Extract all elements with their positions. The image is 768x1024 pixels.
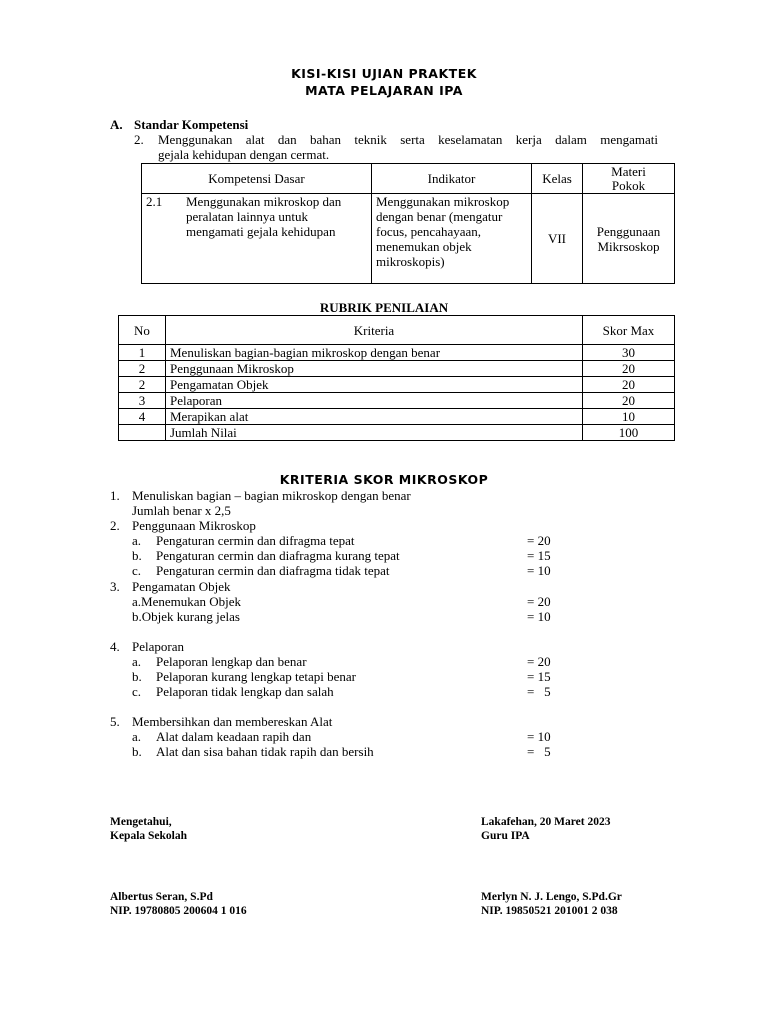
rubrik-skor: 30	[583, 345, 675, 361]
rubrik-no: 2	[119, 377, 166, 393]
document-subtitle: MATA PELAJARAN IPA	[305, 83, 463, 98]
list-item	[110, 744, 670, 759]
rubrik-no: 4	[119, 409, 166, 425]
item-marker: c.	[132, 684, 142, 699]
kriteria-3-title: Pengamatan Objek	[132, 579, 231, 594]
list-item	[110, 669, 670, 684]
kriteria-5	[110, 714, 670, 729]
kriteria-3-no: 3.	[110, 579, 120, 594]
rubrik-kriteria: Merapikan alat	[166, 409, 583, 425]
item-marker: a.	[132, 533, 142, 548]
rubrik-header-kriteria: Kriteria	[166, 316, 583, 345]
section-a-item-no: 2.	[134, 132, 144, 147]
kd-text: Menggunakan mikroskop dan peralatan lainnya untuk mengamati gejala kehidupan	[186, 194, 342, 239]
list-item	[110, 654, 670, 669]
table-row	[119, 361, 675, 377]
materi-cell: Penggunaan Mikrsoskop	[583, 194, 675, 284]
kriteria-1	[110, 488, 670, 503]
item-text: Pengaturan cermin dan difragma tepat	[156, 533, 355, 548]
document-title: KISI-KISI UJIAN PRAKTEK	[291, 66, 477, 81]
item-score: = 5	[527, 684, 551, 699]
rubrik-header-no: No	[119, 316, 166, 345]
item-marker: b.	[132, 669, 142, 684]
signature-left-line2: Kepala Sekolah	[110, 830, 188, 842]
item-text: Alat dan sisa bahan tidak rapih dan bersih	[156, 744, 374, 759]
item-marker: a.	[132, 729, 142, 744]
item-score: = 10	[527, 563, 551, 578]
item-text: Pengaturan cermin dan diafragma kurang tepat	[156, 548, 400, 563]
table-row	[119, 345, 675, 361]
kriteria-5-no: 5.	[110, 714, 120, 729]
rubrik-header-skor: Skor Max	[583, 316, 675, 345]
section-a-item-line2: gejala kehidupan dengan cermat.	[158, 147, 330, 162]
list-item	[110, 729, 670, 744]
list-item	[110, 548, 670, 563]
kriteria-1-no: 1.	[110, 488, 120, 503]
list-item	[110, 609, 670, 624]
kriteria-1-note: Jumlah benar x 2,5	[132, 503, 231, 518]
item-text: Pelaporan tidak lengkap dan salah	[156, 684, 334, 699]
header-kompetensi-dasar: Kompetensi Dasar	[142, 164, 372, 194]
kriteria-4	[110, 639, 670, 654]
kriteria-1-note-row	[110, 503, 670, 518]
item-score: = 20	[527, 594, 551, 609]
list-item	[110, 563, 670, 578]
item-text: a.Menemukan Objek	[132, 594, 242, 609]
rubrik-skor: 10	[583, 409, 675, 425]
item-marker: c.	[132, 563, 142, 578]
rubrik-kriteria: Pengamatan Objek	[166, 377, 583, 393]
item-text: Pelaporan kurang lengkap tetapi benar	[156, 669, 356, 684]
rubrik-total-empty	[119, 425, 166, 441]
signature-left-nip: NIP. 19780805 200604 1 016	[110, 905, 247, 917]
kriteria-1-title: Menuliskan bagian – bagian mikroskop dengan benar	[132, 488, 411, 503]
section-a-heading: Standar Kompetensi	[134, 117, 249, 132]
item-marker: b.	[132, 548, 142, 563]
signature-left-header	[110, 815, 187, 843]
rubrik-no: 3	[119, 393, 166, 409]
signature-left-name-block	[110, 890, 247, 918]
item-score: = 15	[527, 548, 551, 563]
kriteria-2-title: Penggunaan Mikroskop	[132, 518, 256, 533]
table-row	[119, 409, 675, 425]
kriteria-4-no: 4.	[110, 639, 120, 654]
rubrik-skor: 20	[583, 393, 675, 409]
rubrik-total-value: 100	[583, 425, 675, 441]
kd-cell	[142, 194, 372, 284]
header-indikator: Indikator	[372, 164, 532, 194]
item-marker: a.	[132, 654, 142, 669]
rubrik-kriteria: Penggunaan Mikroskop	[166, 361, 583, 377]
kompetensi-row	[142, 194, 675, 284]
signature-right-header	[481, 815, 610, 843]
rubrik-kriteria: Pelaporan	[166, 393, 583, 409]
signature-right-line2: Guru IPA	[481, 830, 530, 842]
rubrik-kriteria: Menuliskan bagian-bagian mikroskop dengan benar	[166, 345, 583, 361]
item-text: Pengaturan cermin dan diafragma tidak tepat	[156, 563, 390, 578]
rubrik-skor: 20	[583, 377, 675, 393]
item-marker: b.	[132, 744, 142, 759]
signature-right-name: Merlyn N. J. Lengo, S.Pd.Gr	[481, 891, 622, 903]
kd-number: 2.1	[146, 194, 163, 209]
rubrik-table	[118, 315, 675, 441]
rubrik-no: 2	[119, 361, 166, 377]
item-text: b.Objek kurang jelas	[132, 609, 240, 624]
item-score: = 20	[527, 654, 551, 669]
rubrik-skor: 20	[583, 361, 675, 377]
kriteria-2-no: 2.	[110, 518, 120, 533]
kriteria-5-title: Membersihkan dan membereskan Alat	[132, 714, 333, 729]
table-row	[119, 393, 675, 409]
signature-right-name-block	[481, 890, 622, 918]
kriteria-2	[110, 518, 670, 533]
header-kelas: Kelas	[532, 164, 583, 194]
signature-right-line1: Lakafehan, 20 Maret 2023	[481, 816, 611, 828]
list-item	[110, 594, 670, 609]
kriteria-3	[110, 579, 670, 594]
header-materi-pokok-text: Materi Pokok	[611, 163, 646, 193]
section-a-marker: A.	[110, 117, 123, 132]
item-score: = 5	[527, 744, 551, 759]
kelas-cell: VII	[532, 194, 583, 284]
item-text: Pelaporan lengkap dan benar	[156, 654, 307, 669]
rubrik-header-row	[119, 316, 675, 345]
signature-left-name: Albertus Seran, S.Pd	[110, 891, 213, 903]
rubrik-total-label: Jumlah Nilai	[166, 425, 583, 441]
kompetensi-header-row	[142, 164, 675, 194]
signature-left-line1: Mengetahui,	[110, 816, 172, 828]
header-materi-pokok	[583, 164, 675, 194]
rubrik-title: RUBRIK PENILAIAN	[319, 300, 449, 315]
item-score: = 10	[527, 729, 551, 744]
item-score: = 15	[527, 669, 551, 684]
list-item	[110, 533, 670, 548]
item-score: = 20	[527, 533, 551, 548]
table-row	[119, 377, 675, 393]
item-score: = 10	[527, 609, 551, 624]
kriteria-title: KRITERIA SKOR MIKROSKOP	[279, 472, 489, 487]
kompetensi-table	[141, 163, 675, 284]
signature-right-nip: NIP. 19850521 201001 2 038	[481, 905, 618, 917]
indikator-cell: Menggunakan mikroskop dengan benar (mengatur focus, pencahayaan, menemukan objek mikroskopis)	[372, 194, 532, 284]
rubrik-no: 1	[119, 345, 166, 361]
kriteria-4-title: Pelaporan	[132, 639, 184, 654]
item-text: Alat dalam keadaan rapih dan	[156, 729, 312, 744]
list-item	[110, 684, 670, 699]
section-a-item-line1: Menggunakan alat dan bahan teknik serta keselamatan kerja dalam mengamati	[158, 132, 658, 147]
rubrik-total-row	[119, 425, 675, 441]
